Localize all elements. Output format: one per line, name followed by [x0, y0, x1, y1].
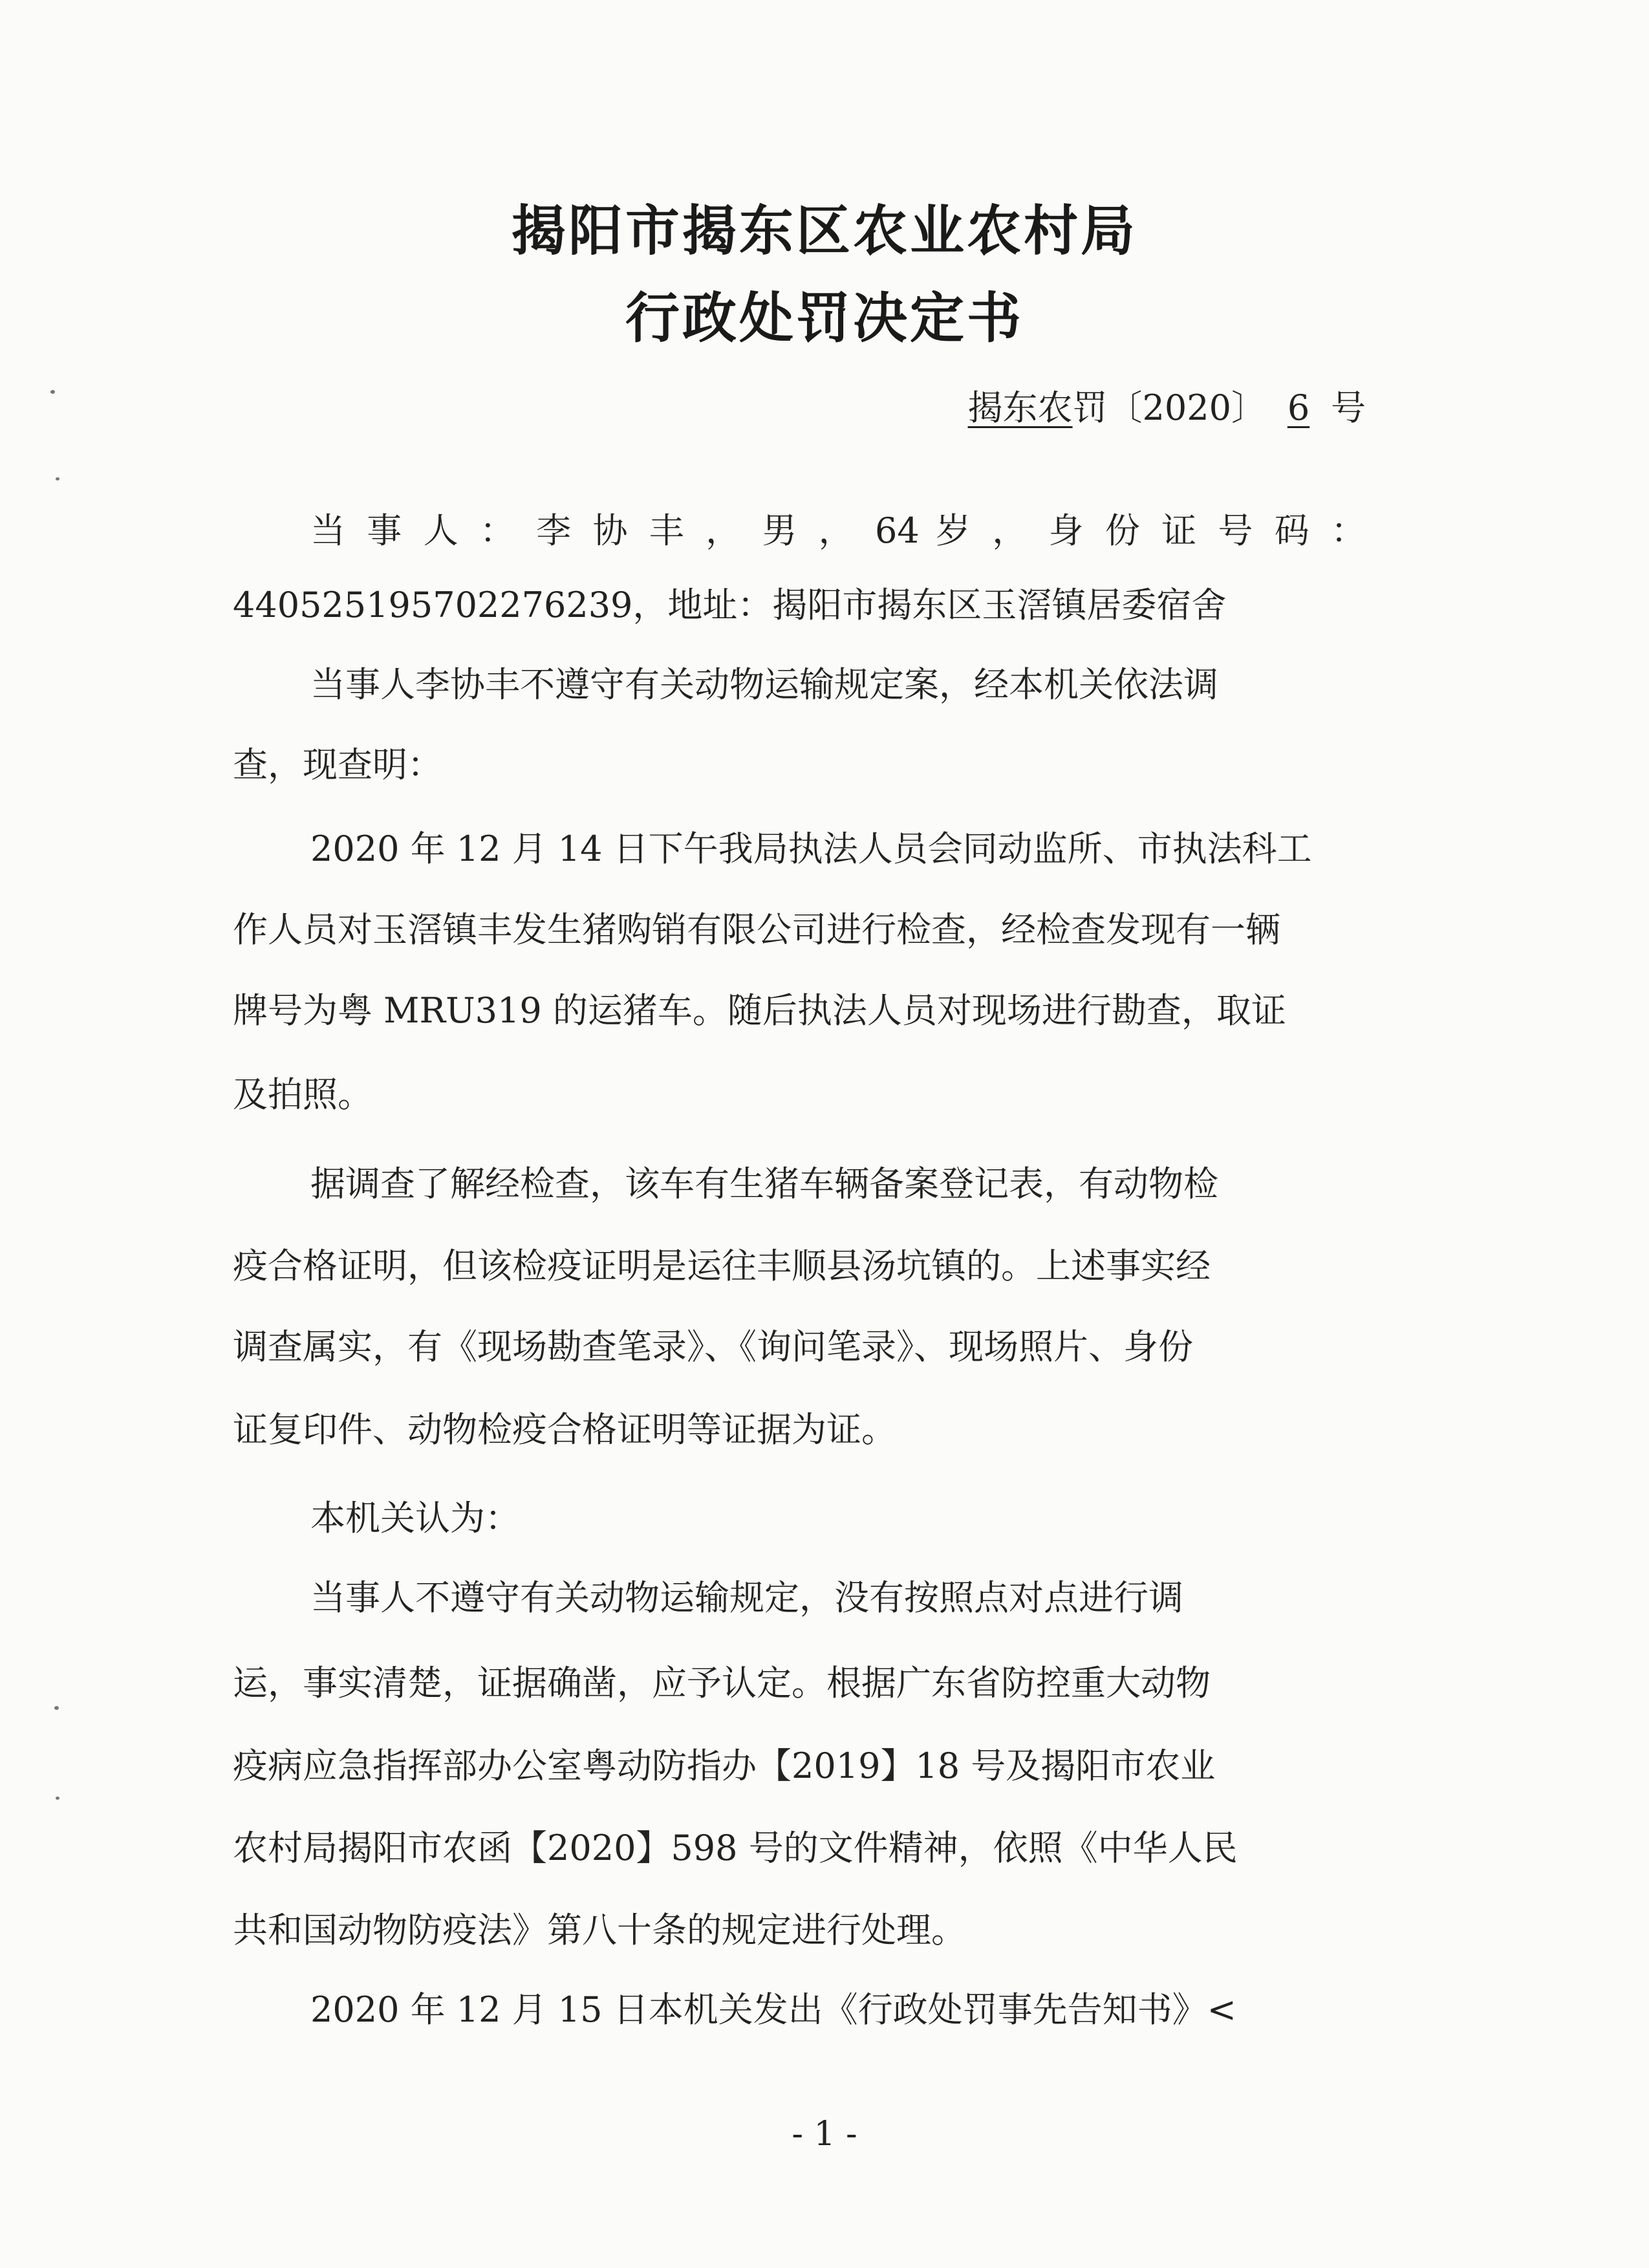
- doc-number-middle: 罚〔2020〕: [1072, 387, 1266, 428]
- evidence-line-3: 调查属实，有《现场勘查笔录》、《询问笔录》、现场照片、身份: [233, 1326, 1193, 1367]
- opinion-line-3: 疫病应急指挥部办公室粤动防指办【2019】18 号及揭阳市农业: [233, 1745, 1216, 1786]
- document-number: [968, 380, 1366, 430]
- party-line-1: 当 事 人 ： 李 协 丰 ， 男 ， 64 岁 ， 身 份 证 号 码 ：: [310, 510, 1366, 551]
- case-line-1: 当事人李协丰不遵守有关动物运输规定案，经本机关依法调: [310, 664, 1218, 705]
- facts-line-3: 牌号为粤 MRU319 的运猪车。随后执法人员对现场进行勘查，取证: [233, 990, 1286, 1031]
- notice-line-1: 2020 年 12 月 15 日本机关发出《行政处罚事先告知书》<: [310, 1989, 1236, 2030]
- evidence-line-4: 证复印件、动物检疫合格证明等证据为证。: [233, 1409, 896, 1450]
- opinion-line-1: 当事人不遵守有关动物运输规定，没有按照点对点进行调: [310, 1577, 1183, 1618]
- facts-line-4: 及拍照。: [233, 1074, 372, 1115]
- doc-number-value: 6: [1287, 387, 1310, 428]
- doc-number-suffix: 号: [1331, 387, 1366, 428]
- doc-number-prefix: 揭东农: [967, 387, 1073, 428]
- scan-speck: [54, 1706, 59, 1710]
- page-number: - 1 -: [792, 2115, 857, 2154]
- opinion-line-2: 运，事实清楚，证据确凿，应予认定。根据广东省防控重大动物: [233, 1663, 1211, 1703]
- facts-line-2: 作人员对玉滘镇丰发生猪购销有限公司进行检查，经检查发现有一辆: [233, 909, 1280, 950]
- opinion-heading: 本机关认为：: [310, 1498, 520, 1539]
- scan-speck: [50, 390, 55, 394]
- document-title: 行政处罚决定书: [625, 286, 1024, 350]
- opinion-line-5: 共和国动物防疫法》第八十条的规定进行处理。: [233, 1910, 966, 1950]
- agency-title: 揭阳市揭东区农业农村局: [511, 199, 1137, 263]
- party-line-2: 440525195702276239，地址：揭阳市揭东区玉滘镇居委宿舍: [233, 585, 1227, 625]
- case-line-2: 查，现查明：: [233, 744, 442, 785]
- scan-speck: [56, 1797, 59, 1800]
- opinion-line-4: 农村局揭阳市农函【2020】598 号的文件精神，依照《中华人民: [233, 1828, 1238, 1868]
- facts-line-1: 2020 年 12 月 14 日下午我局执法人员会同动监所、市执法科工: [310, 828, 1312, 869]
- evidence-line-1: 据调查了解经检查，该车有生猪车辆备案登记表，有动物检: [310, 1163, 1218, 1204]
- scan-speck: [56, 477, 59, 481]
- evidence-line-2: 疫合格证明，但该检疫证明是运往丰顺县汤坑镇的。上述事实经: [233, 1246, 1211, 1286]
